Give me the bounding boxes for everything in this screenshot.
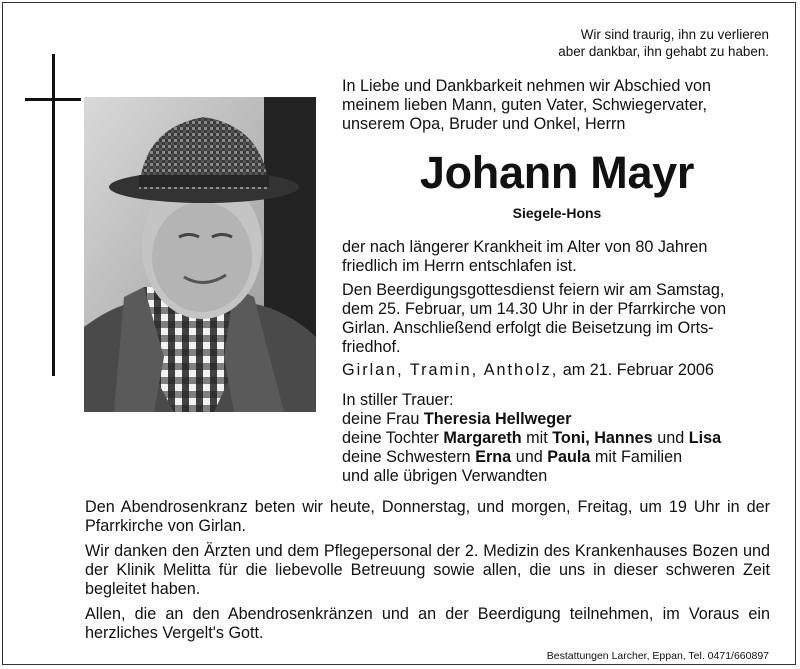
death-line: der nach längerer Krankheit im Alter von 80 Jahren	[342, 238, 708, 256]
motto-line: aber dankbar, ihn gehabt zu haben.	[558, 44, 769, 59]
thanks-paragraph: Wir danken den Ärzten und dem Pflegepersonal der 2. Medizin des Krankenhauses Bozen und der Klinik Melitta für die liebevolle Betreuung sowie allen, die uns in dieser schweren Zeit begleitet haben.	[85, 542, 770, 598]
date: am 21. Februar 2006	[562, 361, 714, 379]
intro-text	[342, 77, 772, 134]
places: Girlan, Tramin, Antholz,	[342, 361, 559, 379]
mourners-list	[342, 391, 772, 486]
death-line: friedlich im Herrn entschlafen ist.	[342, 257, 577, 275]
intro-line: In Liebe und Dankbarkeit nehmen wir Abschied von	[342, 77, 711, 95]
death-text	[342, 238, 772, 276]
service-line: friedhof.	[342, 338, 401, 356]
mourner-line: und alle übrigen Verwandten	[342, 467, 548, 485]
motto-line: Wir sind traurig, ihn zu verlieren	[580, 27, 769, 42]
mourner-line: deine Tochter Margareth mit Toni, Hannes und Lisa	[342, 429, 722, 447]
rosary-paragraph: Den Abendrosenkranz beten wir heute, Donnerstag, und morgen, Freitag, um 19 Uhr in der Pfarrkirche von Girlan.	[85, 498, 770, 535]
funeral-home-footer: Bestattungen Larcher, Eppan, Tel. 0471/660897	[546, 650, 769, 662]
mourner-line: deine Schwestern Erna und Paula mit Familien	[342, 448, 683, 466]
place-date	[342, 361, 772, 380]
intro-line: meinem lieben Mann, guten Vater, Schwiegervater,	[342, 96, 708, 114]
deceased-name: Johann Mayr	[419, 147, 695, 198]
mourners-heading: In stiller Trauer:	[342, 391, 454, 409]
deceased-nickname: Siegele-Hons	[512, 205, 602, 221]
mourner-line: deine Frau Theresia Hellweger	[342, 410, 572, 428]
portrait-photo	[84, 97, 316, 412]
motto	[509, 26, 769, 60]
service-line: Den Beerdigungsgottesdienst feiern wir am Samstag,	[342, 281, 725, 299]
service-line: dem 25. Februar, um 14.30 Uhr in der Pfarrkirche von	[342, 300, 727, 318]
service-text	[342, 281, 772, 357]
intro-line: unserem Opa, Bruder und Onkel, Herrn	[342, 115, 626, 133]
invite-paragraph: Allen, die an den Abendrosenkränzen und an der Beerdigung teilnehmen, im Voraus ein herzliches Vergelt's Gott.	[85, 605, 770, 642]
service-line: Girlan. Anschließend erfolgt die Beisetzung im Orts-	[342, 319, 714, 337]
